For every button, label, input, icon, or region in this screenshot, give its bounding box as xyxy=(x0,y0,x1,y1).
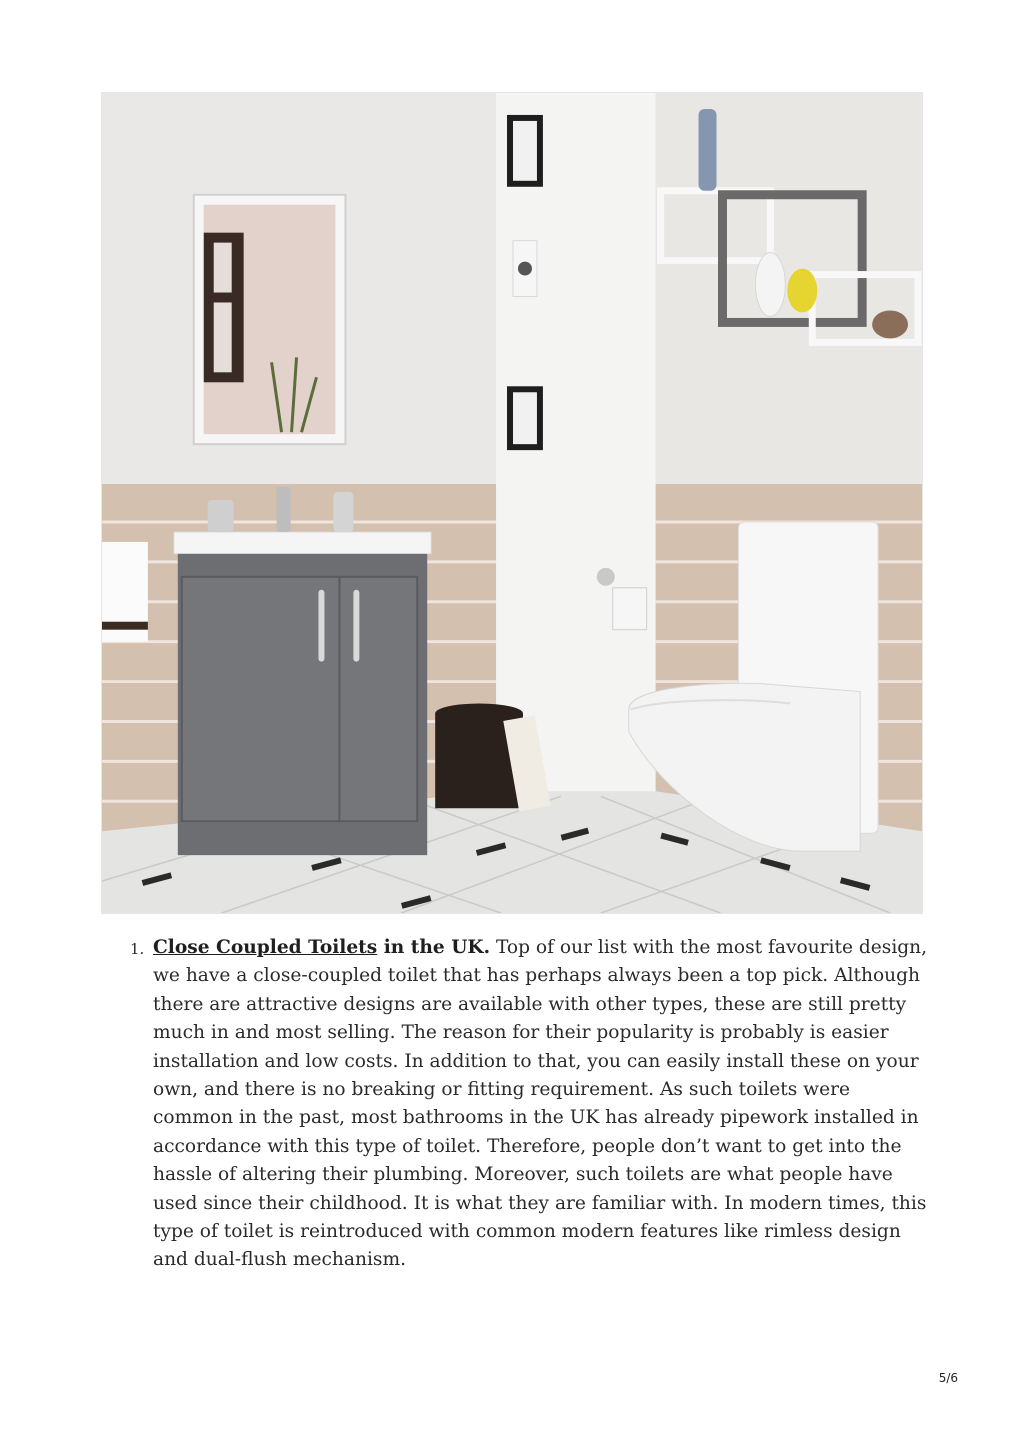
close-coupled-toilets-link[interactable]: Close Coupled Toilets xyxy=(153,937,378,958)
bathroom-illustration xyxy=(102,93,922,913)
list-item xyxy=(130,934,930,1275)
towel xyxy=(102,542,148,642)
bathroom-photo xyxy=(101,92,923,914)
vanity-unit xyxy=(174,487,431,855)
item-heading-suffix: in the UK. xyxy=(377,937,491,958)
mirror xyxy=(194,195,346,444)
item-body-text: Top of our list with the most favourite design, we have a close-coupled toilet that has perhaps always been a top pick. Although there are attractive designs are available with other types, these are still pretty much in and most selling. The reason for their popularity is probably is easier installation and low costs. In addition to that, you can easily install these on your own, and there is no breaking or fitting requirement. As such toilets were common in the past, most bathrooms in the UK has already pipework installed in accordance with this type of toilet. Therefore, people don’t want to get into the hassle of altering their plumbing. Moreover, such toilets are what people have used since their childhood. It is what they are familiar with. In modern times, this type of toilet is reintroduced with common modern features like rimless design and dual-flush mechanism. xyxy=(153,937,928,1271)
page-number: 5/6 xyxy=(938,1371,958,1385)
waste-bin xyxy=(435,704,550,812)
toilet-types-list xyxy=(130,934,930,1275)
list-marker: 1. xyxy=(130,940,145,958)
